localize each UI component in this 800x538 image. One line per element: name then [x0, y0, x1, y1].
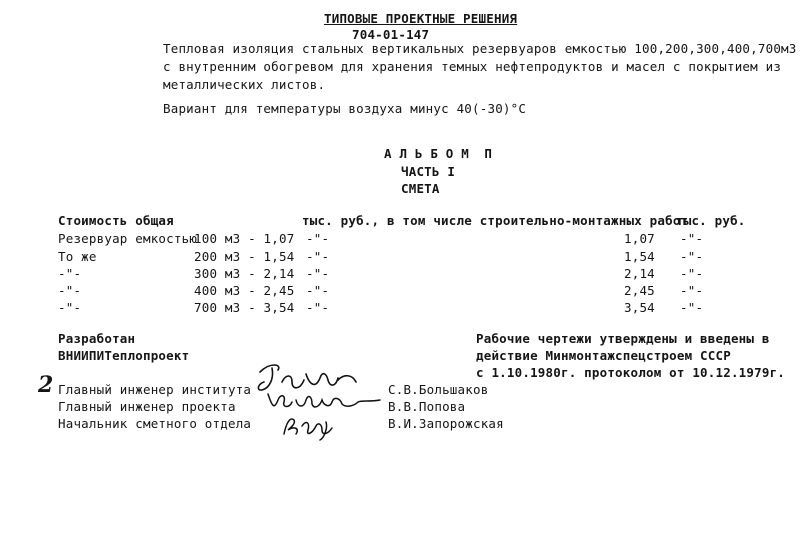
description-line-3: металлических листов.	[163, 77, 326, 92]
row-smr-unit: -"-	[680, 231, 704, 246]
row-smr: 2,14	[624, 266, 655, 281]
row-smr: 1,54	[624, 249, 655, 264]
album-part: ЧАСТЬ I	[401, 164, 456, 179]
approval-line-3: с 1.10.1980г. протоколом от 10.12.1979г.	[476, 365, 786, 380]
cost-header-label: Стоимость общая	[58, 213, 174, 228]
row-volume-cost: 400 м3 - 2,45	[194, 283, 295, 298]
row-smr: 1,07	[624, 231, 655, 246]
approval-line-2: действие Минмонтажспецстроем СССР	[476, 348, 731, 363]
album-section: СМЕТА	[401, 181, 440, 196]
project-code: 704-01-147	[352, 27, 430, 42]
description-line-2: с внутренним обогревом для хранения темных нефтепродуктов и масел с покрытием из	[163, 59, 782, 74]
row-unit: -"-	[306, 231, 330, 246]
row-smr-unit: -"-	[680, 249, 704, 264]
series-title: ТИПОВЫЕ ПРОЕКТНЫЕ РЕШЕНИЯ	[324, 11, 518, 26]
row-name: -"-	[58, 266, 82, 281]
row-name: То же	[58, 249, 97, 264]
row-unit: -"-	[306, 249, 330, 264]
margin-mark: 2	[38, 372, 54, 398]
signatory-name: В.В.Попова	[388, 399, 466, 414]
signatory-name: С.В.Большаков	[388, 382, 489, 397]
row-smr-unit: -"-	[680, 300, 704, 315]
row-unit: -"-	[306, 283, 330, 298]
row-volume-cost: 700 м3 - 3,54	[194, 300, 295, 315]
signature-3	[276, 410, 346, 442]
description-line-1: Тепловая изоляция стальных вертикальных резервуаров емкостью 100,200,300,400,700м3	[163, 41, 797, 56]
variant-line: Вариант для температуры воздуха минус 40(-30)°С	[163, 101, 527, 116]
row-smr: 3,54	[624, 300, 655, 315]
signatory-role: Главный инженер проекта	[58, 399, 236, 414]
signatory-role: Начальник сметного отдела	[58, 416, 252, 431]
developer-label: Разработан	[58, 331, 136, 346]
signatory-name: В.И.Запорожская	[388, 416, 504, 431]
row-volume-cost: 100 м3 - 1,07	[194, 231, 295, 246]
row-unit: -"-	[306, 300, 330, 315]
approval-line-1: Рабочие чертежи утверждены и введены в	[476, 331, 770, 346]
row-volume-cost: 300 м3 - 2,14	[194, 266, 295, 281]
row-name: -"-	[58, 300, 82, 315]
signatory-role: Главный инженер института	[58, 382, 252, 397]
cost-header-unit-2: тыс. руб.	[676, 213, 746, 228]
row-unit: -"-	[306, 266, 330, 281]
row-smr-unit: -"-	[680, 266, 704, 281]
row-name: Резервуар емкостью	[58, 231, 198, 246]
row-name: -"-	[58, 283, 82, 298]
row-volume-cost: 200 м3 - 1,54	[194, 249, 295, 264]
cost-header-unit: тыс. руб., в том числе строительно-монтажных работ	[302, 213, 689, 228]
developer-org: ВНИИПИТеплопроект	[58, 348, 190, 363]
row-smr-unit: -"-	[680, 283, 704, 298]
album-title: А Л Ь Б О М П	[384, 146, 493, 161]
row-smr: 2,45	[624, 283, 655, 298]
